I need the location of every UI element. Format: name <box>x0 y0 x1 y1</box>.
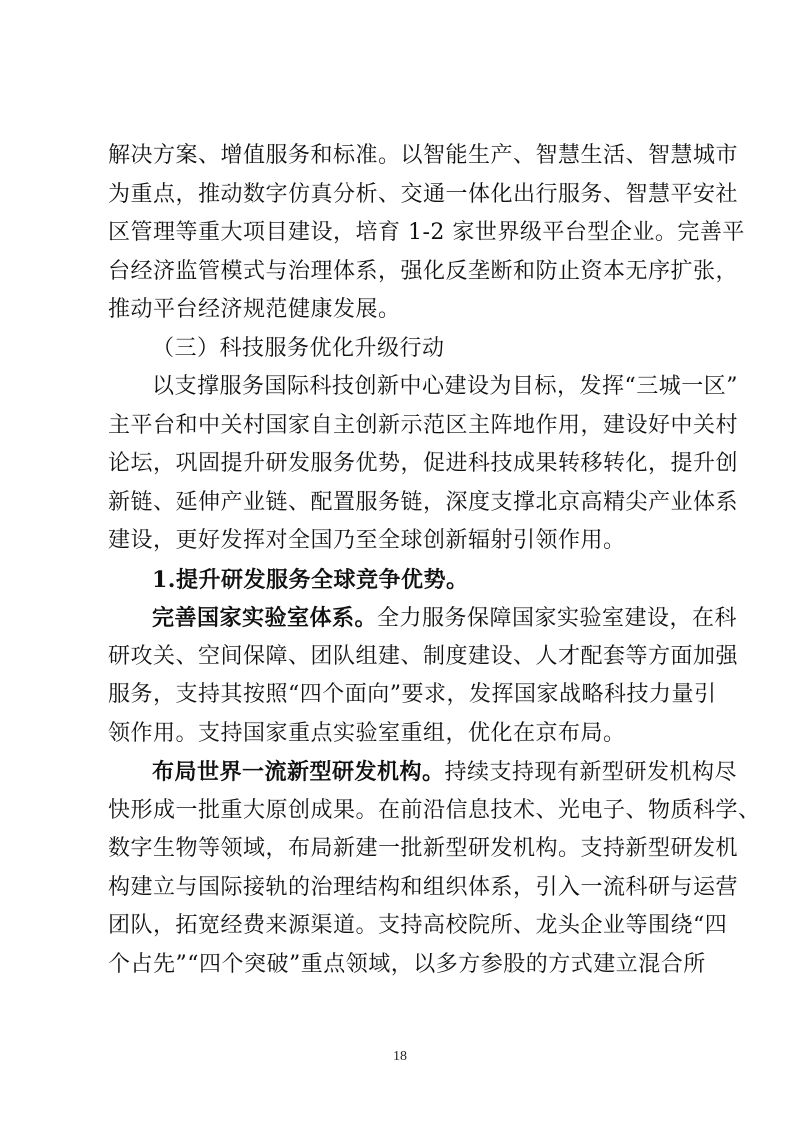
text-line: 推动平台经济规范健康发展。 <box>108 297 401 322</box>
paragraph-text: 持续支持现有新型研发机构尽 <box>444 760 738 785</box>
text-line: 为重点，推动数字仿真分析、交通一体化出行服务、智慧平安社 <box>108 181 739 207</box>
text-line: 构建立与国际接轨的治理结构和组织体系，引入一流科研与运营 <box>108 874 739 900</box>
text-line: 以支撑服务国际科技创新中心建设为目标，发挥“三城一区” <box>152 374 738 399</box>
text-line: 解决方案、增值服务和标准。以智能生产、智慧生活、智慧城市 <box>108 143 739 168</box>
text-line: 新链、延伸产业链、配置服务链，深度支撑北京高精尖产业体系 <box>108 489 739 515</box>
text-line: 论坛，巩固提升研发服务优势，促进科技成果转移转化，提升创 <box>108 451 739 476</box>
text-line: 区管理等重大项目建设，培育 1-2 家世界级平台型企业。完善平 <box>108 220 745 245</box>
text-line: 服务，支持其按照“四个面向”要求，发挥国家战略科技力量引 <box>108 682 717 707</box>
section-heading: （三）科技服务优化升级行动 <box>152 335 445 361</box>
text-line: 个占先”“四个突破”重点领域，以多方参股的方式建立混合所 <box>108 951 706 977</box>
text-line: 领作用。支持国家重点实验室重组，优化在京布局。 <box>108 720 626 746</box>
text-line: 建设，更好发挥对全国乃至全球创新辐射引领作用。 <box>108 528 626 553</box>
text-line: 研攻关、空间保障、团队组建、制度建设、人才配套等方面加强 <box>108 643 739 669</box>
text-line: 台经济监管模式与治理体系，强化反垄断和防止资本无序扩张， <box>108 258 739 284</box>
paragraph-first-line <box>108 753 738 792</box>
page-number: 18 <box>393 1049 407 1064</box>
paragraph-lead: 布局世界一流新型研发机构。 <box>152 759 445 785</box>
text-line: 快形成一批重大原创成果。在前沿信息技术、光电子、物质科学、 <box>108 797 761 823</box>
text-line: 数字生物等领域，布局新建一批新型研发机构。支持新型研发机 <box>108 836 739 861</box>
text-line: 主平台和中关村国家自主创新示范区主阵地作用，建设好中关村 <box>108 412 739 438</box>
document-body <box>108 137 761 984</box>
paragraph-first-line <box>108 599 738 638</box>
text-line: 团队，拓宽经费来源渠道。支持高校院所、龙头企业等围绕“四 <box>108 913 728 938</box>
paragraph-text: 全力服务保障国家实验室建设，在科 <box>377 606 738 631</box>
paragraph-lead: 完善国家实验室体系。 <box>152 605 378 631</box>
subheading: 1.提升研发服务全球竞争优势。 <box>152 566 469 593</box>
